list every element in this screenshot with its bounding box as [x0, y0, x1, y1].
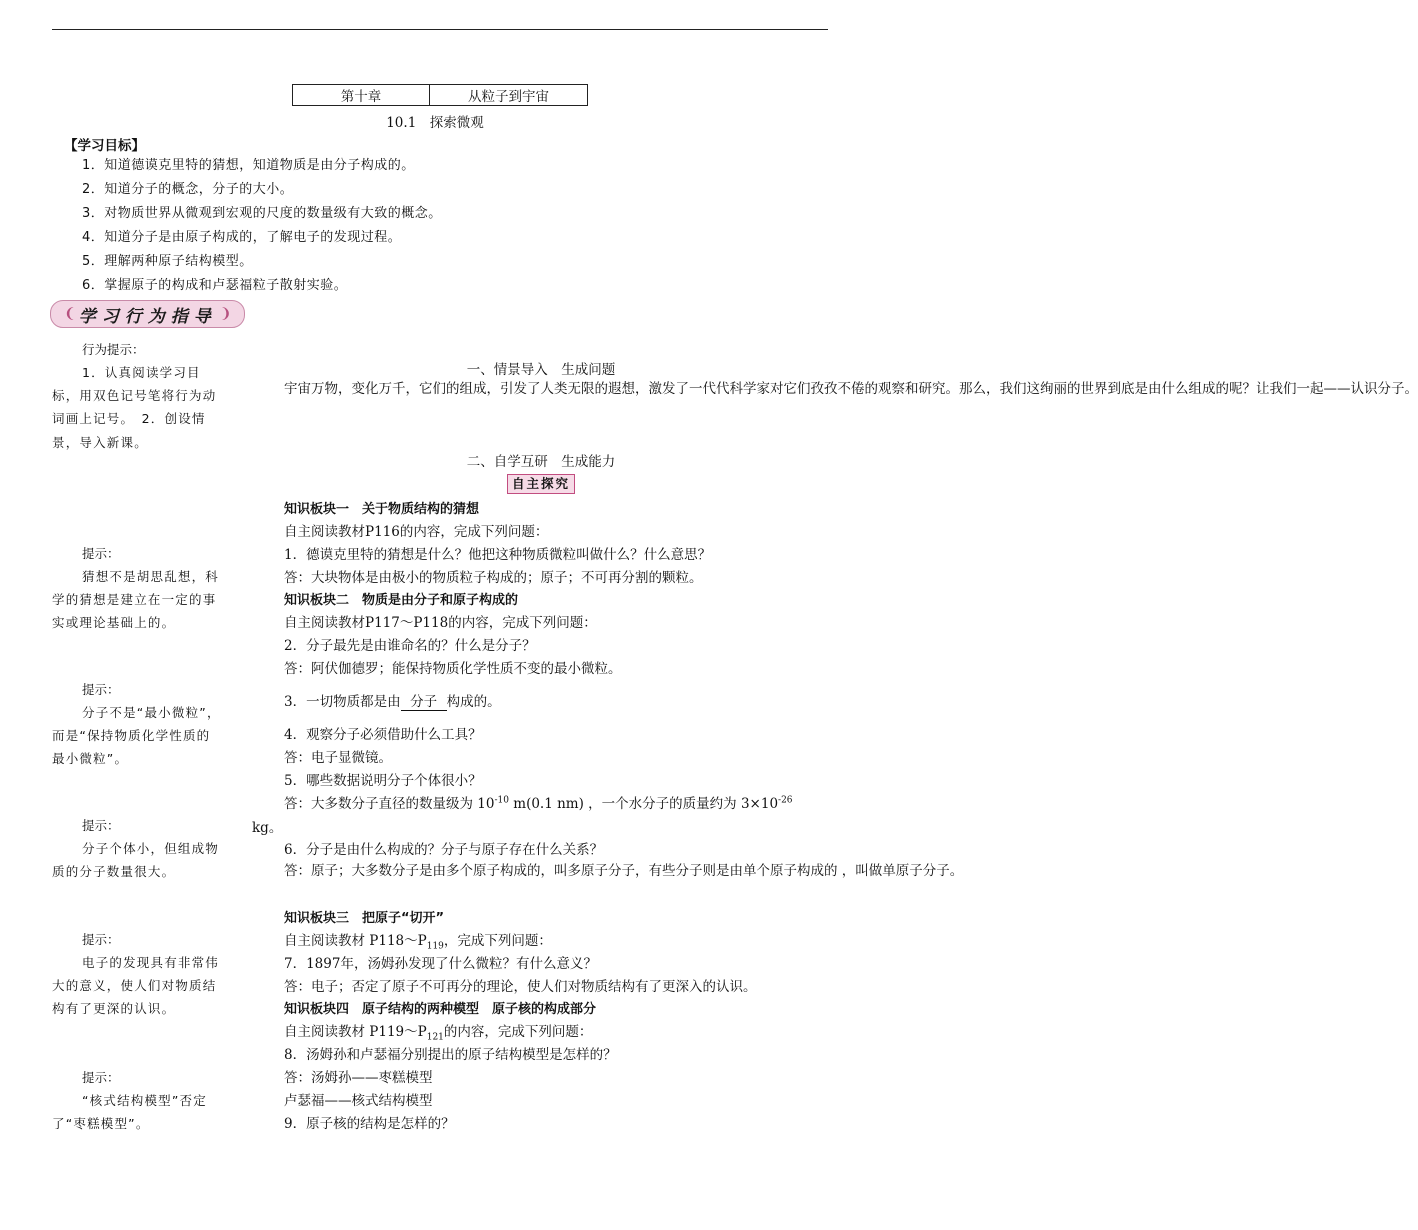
hint-block — [52, 1066, 224, 1135]
reading-instruction — [284, 929, 552, 952]
banner-right-ornament: ❩ — [219, 306, 232, 322]
hint-text: “核式结构模型”否定了“枣糕模型”。 — [52, 1093, 207, 1132]
question-8: 8．汤姆孙和卢瑟福分别提出的原子结构模型是怎样的？ — [284, 1047, 617, 1063]
answer-7: 答：电子；否定了原子不可再分的理论，使人们对物质结构有了更深入的认识。 — [284, 979, 757, 995]
question-6: 6．分子是由什么构成的？分子与原子存在什么关系？ — [284, 842, 604, 858]
exponent: -10 — [494, 795, 509, 806]
hint-block — [52, 678, 224, 771]
section-banner — [50, 300, 245, 328]
section-title: 10.1 探索微观 — [386, 115, 484, 131]
answer-8-rutherford: 卢瑟福——核式结构模型 — [284, 1093, 433, 1109]
hint-heading: 提示： — [82, 1070, 120, 1085]
hint-heading: 提示： — [82, 682, 120, 697]
answer-5-text: 答：大多数分子直径的数量级为 10 — [284, 796, 495, 812]
answer-5-text: m(0.1 nm) ，一个水分子的质量约为 3×10 — [508, 796, 779, 812]
objectives-list — [82, 154, 442, 298]
exponent: -26 — [778, 795, 793, 806]
question-3 — [284, 690, 501, 711]
hint-heading: 提示： — [82, 932, 120, 947]
objective-item: 6．掌握原子的构成和卢瑟福粒子散射实验。 — [82, 278, 348, 293]
hint-heading: 提示： — [82, 818, 120, 833]
answer-2: 答：阿伏伽德罗；能保持物质化学性质不变的最小微粒。 — [284, 661, 622, 677]
hint-text: 分子个体小，但组成物质的分子数量很大。 — [52, 841, 220, 880]
chapter-header — [292, 84, 588, 106]
knowledge-block-4: 知识板块四 原子结构的两种模型 原子核的构成部分 — [284, 1002, 597, 1017]
reading-instruction: 自主阅读教材P117～P118的内容，完成下列问题： — [284, 615, 597, 631]
hint-block — [52, 542, 224, 635]
objectives-heading: 【学习目标】 — [64, 138, 145, 154]
answer-5-unit: kg。 — [252, 820, 283, 836]
fill-in-blank-answer: 分子 — [401, 690, 447, 711]
question-5: 5．哪些数据说明分子个体很小？ — [284, 773, 482, 789]
question-4: 4．观察分子必须借助什么工具？ — [284, 727, 482, 743]
hint-text: 猜想不是胡思乱想，科学的猜想是建立在一定的事实或理论基础上的。 — [52, 569, 220, 631]
reading-instruction — [284, 1020, 592, 1043]
chapter-title: 从粒子到宇宙 — [468, 89, 549, 105]
question-3-suffix: 构成的。 — [446, 694, 501, 710]
objective-item: 3．对物质世界从微观到宏观的尺度的数量级有大致的概念。 — [82, 206, 442, 221]
answer-8-thomson: 答：汤姆孙——枣糕模型 — [284, 1070, 433, 1086]
reading-text: 自主阅读教材 P118～P — [284, 933, 427, 949]
answer-4: 答：电子显微镜。 — [284, 750, 392, 766]
part2-title: 二、自学互研 生成能力 — [466, 454, 616, 470]
page-subscript: 121 — [426, 1032, 444, 1043]
objective-item: 5．理解两种原子结构模型。 — [82, 254, 253, 269]
objective-item: 4．知道分子是由原子构成的，了解电子的发现过程。 — [82, 230, 402, 245]
self-study-stamp: 自主探究 — [507, 474, 575, 494]
hint-block — [52, 814, 224, 883]
hint-heading: 行为提示： — [82, 342, 145, 357]
question-7: 7．1897年，汤姆孙发现了什么微粒？有什么意义？ — [284, 956, 597, 972]
behavior-hint — [52, 338, 224, 454]
page-subscript: 119 — [426, 941, 444, 952]
banner-text: 学习行为指导 — [78, 306, 217, 327]
hint-block — [52, 928, 224, 1021]
answer-6: 答：原子；大多数分子是由多个原子构成的，叫多原子分子，有些分子则是由单个原子构成的 ，叫做单原子分子。 — [284, 863, 964, 879]
banner-left-ornament: ❨ — [64, 306, 76, 322]
knowledge-block-1: 知识板块一 关于物质结构的猜想 — [284, 502, 480, 517]
question-3-prefix: 3．一切物质都是由 — [284, 694, 401, 710]
objective-item: 2．知道分子的概念，分子的大小。 — [82, 182, 294, 197]
top-rule — [52, 29, 828, 30]
reading-text: 自主阅读教材 P119～P — [284, 1024, 427, 1040]
hint-text: 分子不是“最小微粒”，而是“保持物质化学性质的最小微粒”。 — [52, 705, 221, 767]
answer-1: 答：大块物体是由极小的物质粒子构成的；原子；不可再分割的颗粒。 — [284, 570, 703, 586]
reading-text: 的内容，完成下列问题： — [443, 1024, 593, 1040]
hint-text: 电子的发现具有非常伟大的意义，使人们对物质结构有了更深的认识。 — [52, 955, 220, 1017]
hint-text: 1．认真阅读学习目标，用双色记号笔将行为动词画上记号。 2．创设情景，导入新课。 — [52, 365, 217, 450]
chapter-number: 第十章 — [293, 85, 430, 105]
hint-heading: 提示： — [82, 546, 120, 561]
question-9: 9．原子核的结构是怎样的？ — [284, 1116, 455, 1132]
reading-text: ，完成下列问题： — [443, 933, 552, 949]
knowledge-block-2: 知识板块二 物质是由分子和原子构成的 — [284, 593, 519, 608]
question-2: 2．分子最先是由谁命名的？什么是分子？ — [284, 638, 536, 654]
answer-5 — [284, 792, 793, 812]
intro-paragraph: 宇宙万物，变化万千，它们的组成，引发了人类无限的遐想，激发了一代代科学家对它们孜孜不倦的观察和研究。那么，我们这绚丽的世界到底是由什么组成的呢？让我们一起——认识分子。 — [284, 381, 1418, 397]
objective-item: 1．知道德谟克里特的猜想，知道物质是由分子构成的。 — [82, 158, 415, 173]
reading-instruction: 自主阅读教材P116的内容，完成下列问题： — [284, 524, 549, 540]
self-study-stamp-row — [252, 474, 830, 494]
part1-title: 一、情景导入 生成问题 — [466, 362, 616, 378]
question-1: 1．德谟克里特的猜想是什么？他把这种物质微粒叫做什么？什么意思？ — [284, 547, 712, 563]
knowledge-block-3: 知识板块三 把原子“切开” — [284, 911, 445, 926]
